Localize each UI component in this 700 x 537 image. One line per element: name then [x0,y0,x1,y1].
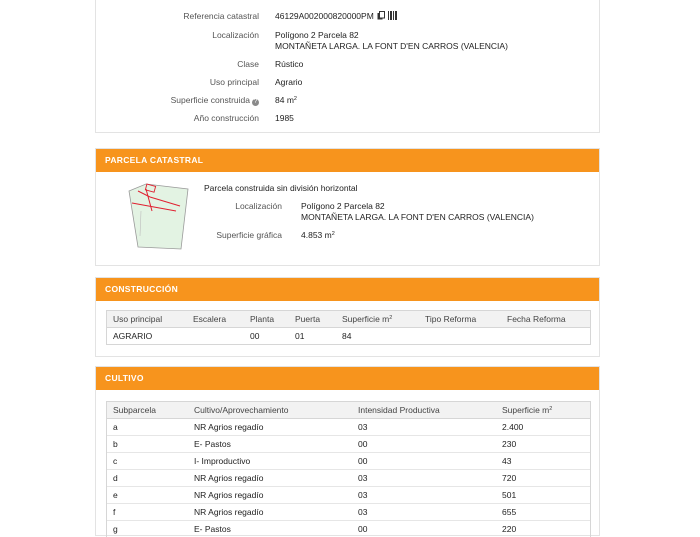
parcela-superficie-sup: 2 [331,231,335,237]
col-superficie [342,311,392,327]
cell-uso: AGRARIO [113,331,153,341]
table-row [107,328,590,344]
cell-subparcela: f [113,507,116,517]
anio-value: 1985 [275,113,294,123]
construccion-header: CONSTRUCCIÓN [96,278,599,301]
cell-cultivo: E- Pastos [194,524,231,534]
cell-subparcela: e [113,490,118,500]
superficie-sup: 2 [293,96,297,102]
cell-subparcela: g [113,524,118,534]
table-row [107,504,590,521]
construccion-table-header [107,311,590,328]
parcela-tipo: Parcela construida sin división horizontal [204,183,358,193]
col-subparcela: Subparcela [113,405,157,415]
cell-superficie: 720 [502,473,517,483]
cell-superficie: 2.400 [502,422,524,432]
referencia-value [275,11,397,22]
cell-superficie: 220 [502,524,517,534]
col-superficie-cultivo [502,402,552,418]
superficie-label-wrap [171,95,259,106]
cell-superficie: 655 [502,507,517,517]
anio-label: Año construcción [193,113,259,123]
cell-intensidad: 03 [358,473,368,483]
uso-value: Agrario [275,77,303,87]
clase-label: Clase [237,59,259,69]
col-planta: Planta [250,314,275,324]
col-tipo-reforma: Tipo Reforma [425,314,477,324]
construccion-table [106,310,591,345]
cell-cultivo: E- Pastos [194,439,231,449]
cell-superficie: 84 [342,331,352,341]
cell-intensidad: 00 [358,439,368,449]
help-icon[interactable]: ? [253,99,258,105]
cell-subparcela: d [113,473,118,483]
table-row [107,436,590,453]
cell-subparcela: c [113,456,118,466]
col-escalera: Escalera [193,314,227,324]
cell-superficie: 43 [502,456,512,466]
uso-label: Uso principal [209,77,259,87]
table-row [107,453,590,470]
table-row [107,521,590,537]
cell-intensidad: 03 [358,507,368,517]
localizacion-line1: Polígono 2 Parcela 82 [275,30,359,40]
cell-superficie: 501 [502,490,517,500]
cell-planta: 00 [250,331,260,341]
superficie-value [275,95,297,105]
cell-puerta: 01 [295,331,305,341]
referencia-text: 46129A002000820000PM [275,11,374,21]
clase-value: Rústico [275,59,304,69]
cell-intensidad: 00 [358,524,368,534]
col-fecha-reforma: Fecha Reforma [507,314,566,324]
cultivo-section [95,366,600,536]
cell-superficie: 230 [502,439,517,449]
col-superficie-text: Superficie m [342,314,390,324]
copy-icon[interactable] [377,11,385,22]
cell-intensidad: 03 [358,490,368,500]
col-uso: Uso principal [113,314,163,324]
localizacion-line2: MONTAÑETA LARGA. LA FONT D'EN CARROS (VALENCIA) [275,41,508,51]
parcela-localizacion-label: Localización [235,201,282,211]
superficie-text: 84 m [275,95,294,105]
cell-subparcela: a [113,422,118,432]
referencia-label: Referencia catastral [183,11,259,21]
cell-cultivo: NR Agrios regadío [194,422,264,432]
parcela-localizacion-line1: Polígono 2 Parcela 82 [301,201,385,211]
cell-cultivo: NR Agrios regadío [194,490,264,500]
inmueble-panel [95,0,600,133]
cultivo-table [106,401,591,537]
localizacion-value [275,30,508,52]
col-puerta: Puerta [295,314,321,324]
col-cultivo: Cultivo/Aprovechamiento [194,405,289,415]
table-row [107,470,590,487]
parcela-section [95,148,600,266]
table-row [107,487,590,504]
parcela-superficie-label: Superficie gráfica [216,230,282,240]
parcela-superficie-text: 4.853 m [301,230,332,240]
table-row [107,419,590,436]
cell-subparcela: b [113,439,118,449]
barcode-icon[interactable] [388,11,397,22]
localizacion-label: Localización [212,30,259,40]
cell-cultivo: I- Improductivo [194,456,251,466]
cell-intensidad: 03 [358,422,368,432]
parcela-superficie-value [301,230,335,240]
cell-cultivo: NR Agrios regadío [194,473,264,483]
col-superficie-cultivo-sup: 2 [549,406,553,412]
col-superficie-cultivo-text: Superficie m [502,405,550,415]
col-intensidad: Intensidad Productiva [358,405,440,415]
cultivo-table-header [107,402,590,419]
parcela-localizacion-value [301,201,534,223]
construccion-section [95,277,600,357]
col-superficie-sup: 2 [389,315,393,321]
parcel-map-icon[interactable] [126,181,191,255]
parcela-header: PARCELA CATASTRAL [96,149,599,172]
cell-intensidad: 00 [358,456,368,466]
cell-cultivo: NR Agrios regadío [194,507,264,517]
cultivo-header: CULTIVO [96,367,599,390]
superficie-label: Superficie construida [170,95,250,105]
parcela-localizacion-line2: MONTAÑETA LARGA. LA FONT D'EN CARROS (VALENCIA) [301,212,534,222]
